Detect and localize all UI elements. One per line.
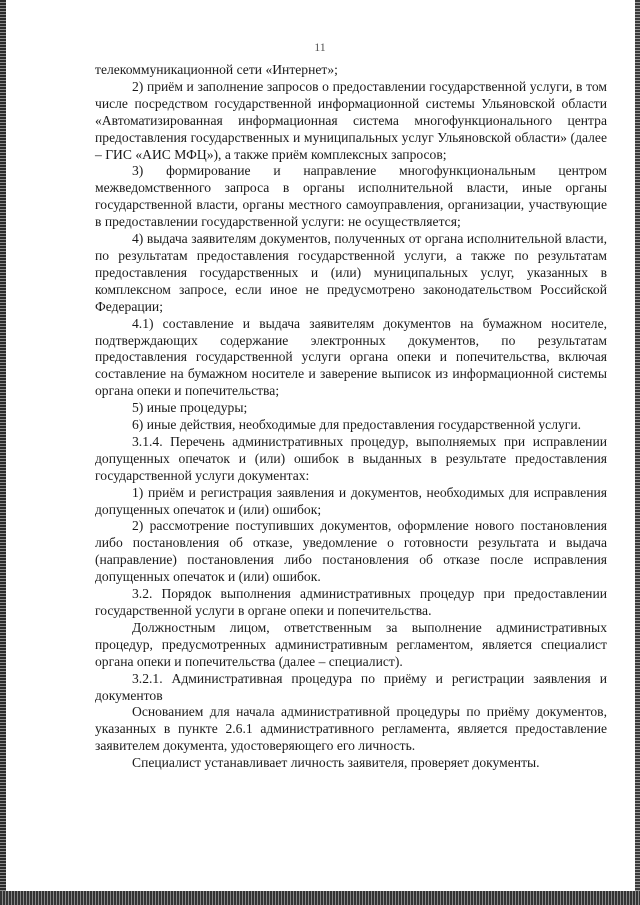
paragraph: 3.2. Порядок выполнения административных процедур при предоставлении государственной услуги в органе опеки и попечительства. <box>95 586 607 618</box>
paragraph: 5) иные процедуры; <box>132 400 248 416</box>
paragraph: 6) иные действия, необходимые для предоставления государственной услуги. <box>132 417 582 433</box>
paragraph: 1) приём и регистрация заявления и документов, необходимых для исправления допущенных опечаток и (или) ошибок; <box>95 484 607 517</box>
paragraph: 3) формирование и направление многофункциональным центром межведомственного запроса в органы исполнительной власти, иные органы государственной власти, органы местного самоуправления, организации, участвующие в предоставлении государственной услуги: не осуществляется; <box>95 163 607 230</box>
paragraph: 3.1.4. Перечень административных процедур, выполняемых при исправлении допущенных опечаток и (или) ошибок в выданных в результате предоставления государственной услуги документах: <box>95 433 607 483</box>
paragraph: Специалист устанавливает личность заявителя, проверяет документы. <box>132 755 540 771</box>
paragraph: Должностным лицом, ответственным за выполнение административных процедур, предусмотренных административным регламентом, является специалист органа опеки и попечительства (далее – специалист). <box>95 619 607 669</box>
paragraph: 4.1) составление и выдача заявителям документов на бумажном носителе, подтверждающих содержание электронных документов, по результатам предоставления государственной услуги органа опеки и попечительства, включая составление на бумажном носителе и заверение выписок из информационной системы органа опеки и попечительства; <box>95 315 607 399</box>
paragraph: телекоммуникационной сети «Интернет»; <box>95 62 338 77</box>
paragraph: 2) рассмотрение поступивших документов, оформление нового постановления либо постановления об отказе, уведомление о готовности результата и выдача (направление) постановления либо постановления об отказе после исправления допущенных опечаток и (или) ошибок. <box>95 518 607 585</box>
paragraph: 2) приём и заполнение запросов о предоставлении государственной услуги, в том числе посредством государственной информационной системы Ульяновской области «Автоматизированная информационная система многофункционального центра предоставления государственных и муниципальных услуг Ульяновской области» (далее – ГИС «АИС МФЦ»), а также приём комплексных запросов; <box>95 78 607 162</box>
paragraph: 3.2.1. Административная процедура по приёму и регистрации заявления и документов <box>95 670 607 703</box>
scan-edge-right <box>635 0 640 905</box>
scan-edge-left <box>0 0 6 905</box>
scan-edge-bottom <box>0 891 640 905</box>
document-body <box>95 62 607 772</box>
page-number: 11 <box>314 40 326 54</box>
paragraph: 4) выдача заявителям документов, полученных от органа исполнительной власти, по результатам предоставления государственной услуги, а также по результатам предоставления государственных и (или) муниципальных услуг, указанных в комплексном запросе, если иное не предусмотрено законодательством Российской Федерации; <box>95 231 607 314</box>
paragraph: Основанием для начала административной процедуры по приёму документов, указанных в пункте 2.6.1 административного регламента, является предоставление заявителем документа, удостоверяющего его личность. <box>95 704 607 754</box>
